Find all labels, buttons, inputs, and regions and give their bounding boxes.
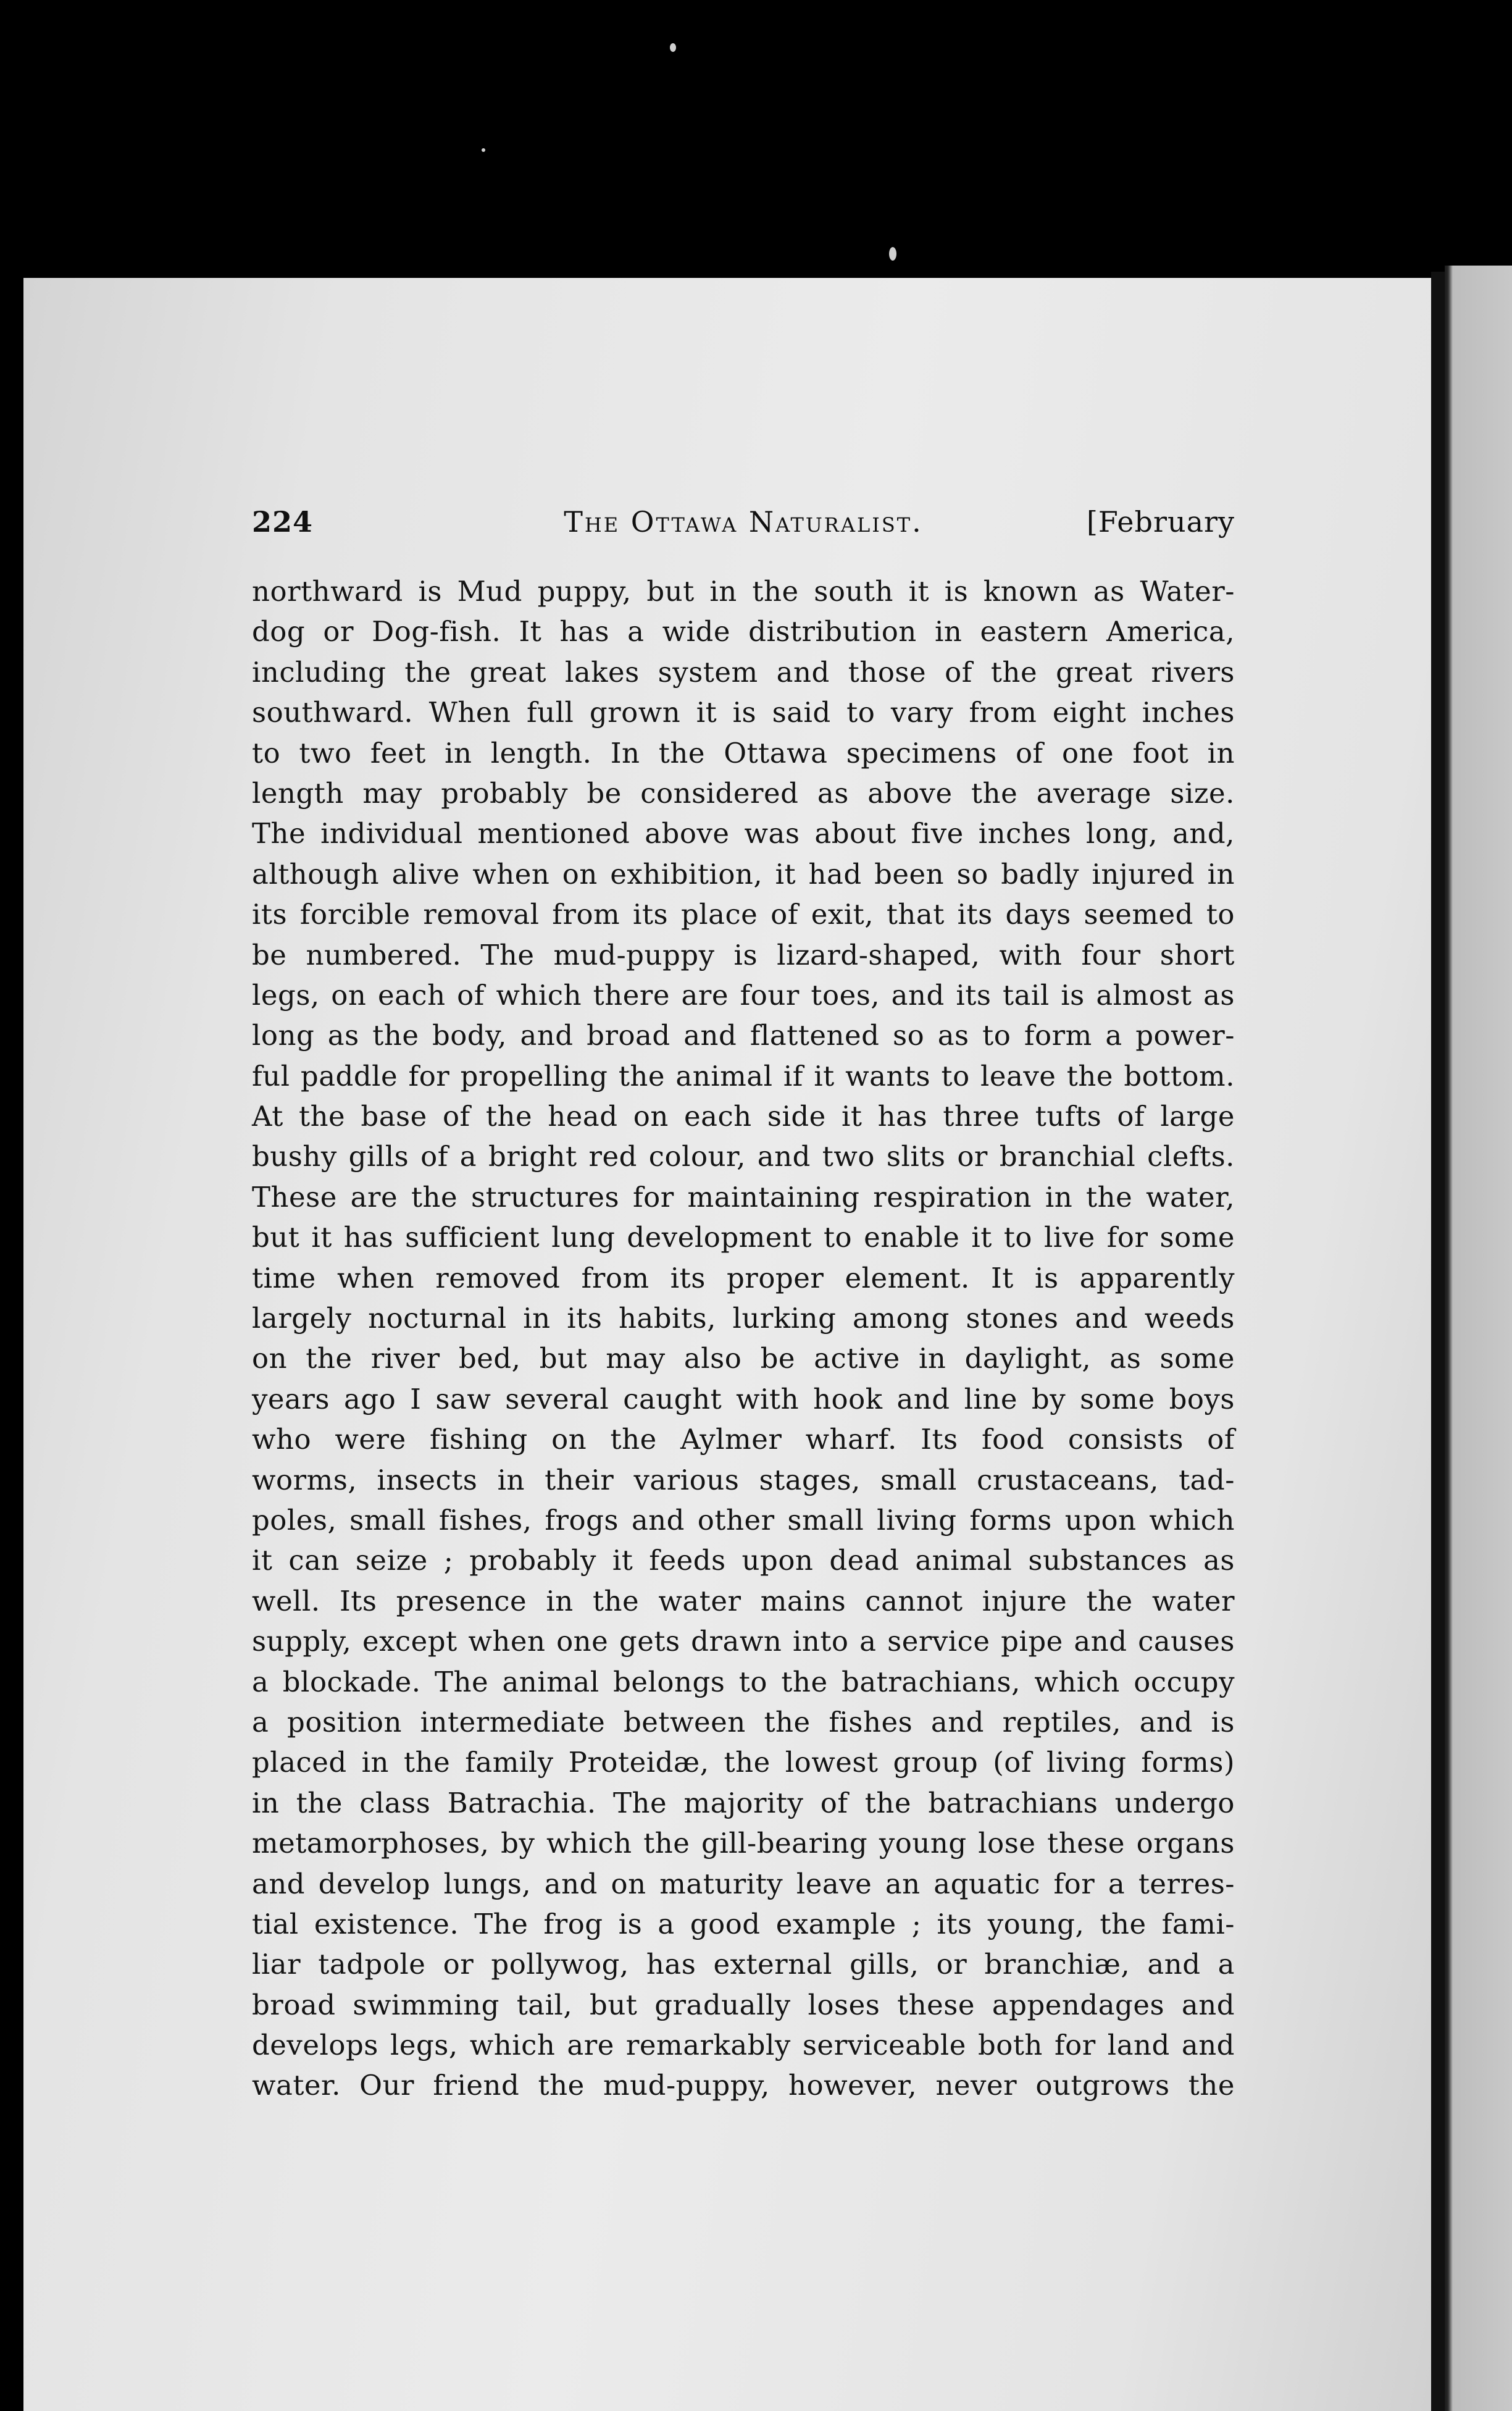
text-line: water. Our friend the mud-puppy, however, never outgrows the xyxy=(252,2069,1235,2102)
text-line: northward is Mud puppy, but in the south it is known as Water- xyxy=(252,575,1235,608)
issue-month: [February xyxy=(1086,505,1235,539)
text-line: in the class Batrachia. The majority of the batrachians undergo xyxy=(252,1786,1235,1819)
text-line: placed in the family Proteidæ, the lowest group (of living forms) xyxy=(252,1746,1235,1779)
text-line: it can seize ; probably it feeds upon dead animal substances as xyxy=(252,1544,1235,1577)
running-title: The Ottawa Naturalist. xyxy=(564,505,923,539)
text-line: but it has sufficient lung development to enable it to live for some xyxy=(252,1221,1235,1254)
text-line: on the river bed, but may also be active in daylight, as some xyxy=(252,1342,1235,1375)
text-line: a blockade. The animal belongs to the batrachians, which occupy xyxy=(252,1665,1235,1698)
text-line: well. Its presence in the water mains cannot injure the water xyxy=(252,1584,1235,1617)
running-header xyxy=(252,505,1235,555)
film-speck xyxy=(670,43,676,52)
text-line: tial existence. The frog is a good example ; its young, the fami- xyxy=(252,1907,1235,1940)
text-line: worms, insects in their various stages, small crustaceans, tad- xyxy=(252,1463,1235,1496)
text-line: southward. When full grown it is said to vary from eight inches xyxy=(252,696,1235,729)
text-line: ful paddle for propelling the animal if it wants to leave the bottom. xyxy=(252,1059,1235,1092)
text-line: length may probably be considered as above the average size. xyxy=(252,776,1235,810)
text-line: develops legs, which are remarkably serviceable both for land and xyxy=(252,2029,1235,2062)
text-line: be numbered. The mud-puppy is lizard-shaped, with four short xyxy=(252,938,1235,971)
text-line: who were fishing on the Aylmer wharf. Its food consists of xyxy=(252,1423,1235,1456)
film-speck xyxy=(482,148,485,152)
text-line: dog or Dog-fish. It has a wide distribution in eastern America, xyxy=(252,615,1235,648)
text-line: liar tadpole or pollywog, has external gills, or branchiæ, and a xyxy=(252,1948,1235,1981)
text-line: long as the body, and broad and flattened so as to form a power- xyxy=(252,1019,1235,1052)
text-line: These are the structures for maintaining respiration in the water, xyxy=(252,1180,1235,1214)
text-line: time when removed from its proper element. It is apparently xyxy=(252,1261,1235,1294)
adjacent-page-edge xyxy=(1445,266,1512,2411)
page-number: 224 xyxy=(252,505,314,539)
text-line: to two feet in length. In the Ottawa specimens of one foot in xyxy=(252,736,1235,769)
text-line: broad swimming tail, but gradually loses these appendages and xyxy=(252,1988,1235,2021)
text-line: its forcible removal from its place of exit, that its days seemed to xyxy=(252,898,1235,931)
text-line: At the base of the head on each side it has three tufts of large xyxy=(252,1100,1235,1133)
film-speck xyxy=(889,247,896,261)
text-line: a position intermediate between the fishes and reptiles, and is xyxy=(252,1705,1235,1738)
text-line: although alive when on exhibition, it had been so badly injured in xyxy=(252,857,1235,891)
text-line: bushy gills of a bright red colour, and two slits or branchial clefts. xyxy=(252,1140,1235,1173)
text-line: The individual mentioned above was about five inches long, and, xyxy=(252,817,1235,850)
text-line: supply, except when one gets drawn into a service pipe and causes xyxy=(252,1625,1235,1658)
text-line: poles, small fishes, frogs and other small living forms upon which xyxy=(252,1503,1235,1537)
text-line: including the great lakes system and those of the great rivers xyxy=(252,655,1235,689)
page-gutter xyxy=(1431,272,1445,2411)
body-text xyxy=(252,571,1235,2106)
text-line: legs, on each of which there are four toes, and its tail is almost as xyxy=(252,978,1235,1012)
text-line: metamorphoses, by which the gill-bearing young lose these organs xyxy=(252,1827,1235,1860)
text-line: largely nocturnal in its habits, lurking among stones and weeds xyxy=(252,1302,1235,1335)
text-line: and develop lungs, and on maturity leave an aquatic for a terres- xyxy=(252,1867,1235,1900)
text-line: years ago I saw several caught with hook and line by some boys xyxy=(252,1382,1235,1415)
